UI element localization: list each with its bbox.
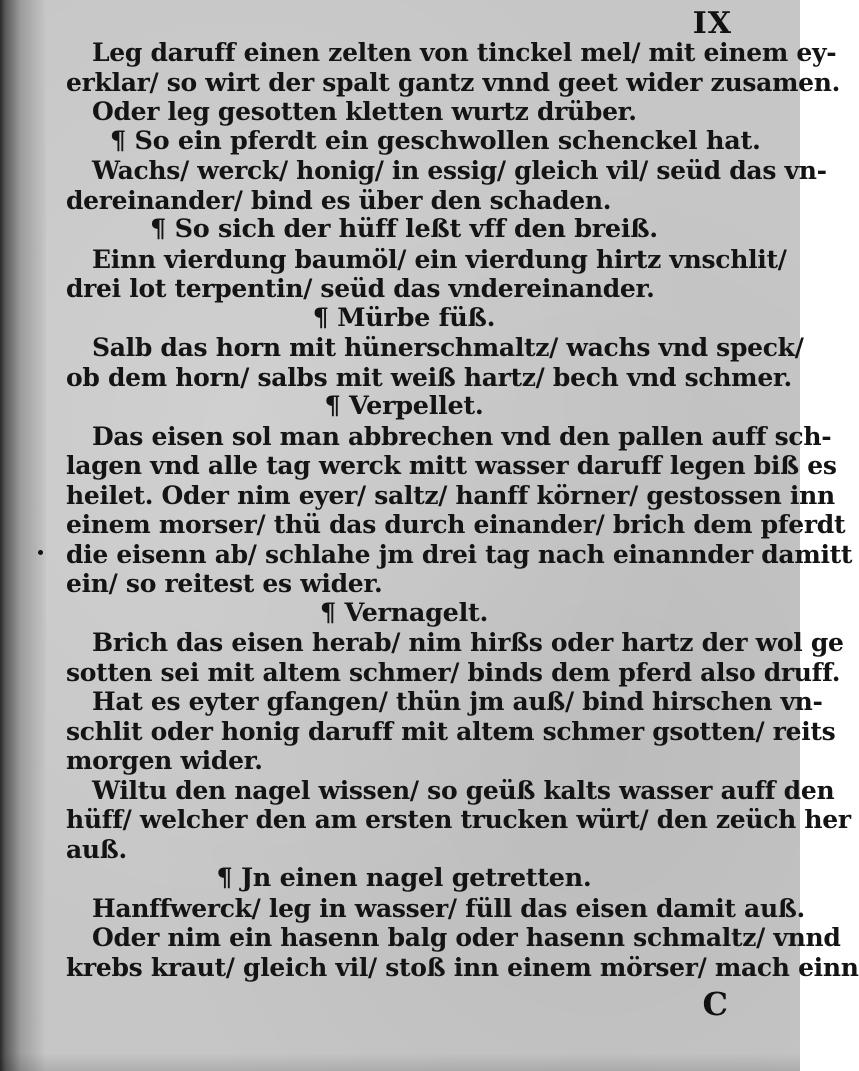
text-line: krebs kraut/ gleich vil/ stoß inn einem mörser/ mach einn: [66, 952, 859, 982]
text-line: sotten sei mit altem schmer/ binds dem pferd also druff.: [66, 657, 841, 687]
text-line: dereinander/ bind es über den schaden.: [66, 185, 612, 215]
text-line: morgen wider.: [66, 746, 263, 775]
folio-number: IX: [692, 6, 732, 41]
text-line: ob dem horn/ salbs mit weiß hartz/ bech vnd schmer.: [66, 362, 792, 392]
catchword: C: [702, 985, 728, 1023]
text-line: lagen vnd alle tag werck mitt wasser daruff legen biß es: [66, 451, 837, 480]
text-line: drei lot terpentin/ seüd das vndereinander.: [66, 274, 655, 303]
section-heading: ¶ Vernagelt.: [319, 597, 489, 628]
text-line: hüff/ welcher den am ersten trucken würt/ den zeüch her: [66, 805, 851, 834]
text-line: Oder leg gesotten kletten wurtz drüber.: [92, 97, 637, 126]
text-line: Brich das eisen herab/ nim hirßs oder hartz der wol ge: [92, 628, 844, 657]
text-line: Einn vierdung baumöl/ ein vierdung hirtz vnschlit/: [92, 244, 787, 274]
text-line: Das eisen sol man abbrechen vnd den pallen auff sch-: [92, 421, 832, 451]
text-line: ein/ so reitest es wider.: [66, 569, 383, 598]
book-gutter-shadow: [0, 0, 46, 1071]
text-line: heilet. Oder nim eyer/ saltz/ hanff körner/ gestossen inn: [66, 480, 835, 510]
text-line: Hanffwerck/ leg in wasser/ füll das eisen damit auß.: [92, 893, 805, 923]
text-line: schlit oder honig daruff mit altem schmer gsotten/ reits: [66, 716, 836, 746]
section-heading: ¶ So sich der hüff leßt vff den breiß.: [150, 214, 658, 244]
section-heading: ¶ Mürbe füß.: [312, 302, 496, 333]
section-heading: ¶ Jn einen nagel getretten.: [216, 863, 592, 893]
section-heading: ¶ So ein pferdt ein geschwollen schenckel hat.: [110, 125, 761, 156]
text-line: die eisenn ab/ schlahe jm drei tag nach einannder damitt: [66, 539, 853, 569]
text-line: Oder nim ein hasenn balg oder hasenn schmaltz/ vnnd: [92, 923, 841, 952]
text-line: Salb das horn mit hünerschmaltz/ wachs vnd speck/: [92, 333, 804, 362]
page-bottom-edge: [0, 1053, 800, 1071]
text-line: Wiltu den nagel wissen/ so geüß kalts wasser auff den: [92, 775, 835, 805]
section-heading: ¶ Verpellet.: [324, 391, 484, 421]
ink-spot: [38, 550, 43, 555]
text-block: [66, 38, 859, 982]
text-line: auß.: [66, 834, 127, 864]
text-line: einem morser/ thü das durch einander/ brich dem pferdt: [66, 510, 846, 539]
text-line: Wachs/ werck/ honig/ in essig/ gleich vil/ seüd das vn-: [92, 156, 827, 185]
text-line: Leg daruff einen zelten von tinckel mel/ mit einem ey-: [92, 38, 837, 67]
text-line: erklar/ so wirt der spalt gantz vnnd geet wider zusamen.: [66, 67, 841, 97]
text-line: Hat es eyter gfangen/ thün jm auß/ bind hirschen vn-: [92, 687, 823, 716]
